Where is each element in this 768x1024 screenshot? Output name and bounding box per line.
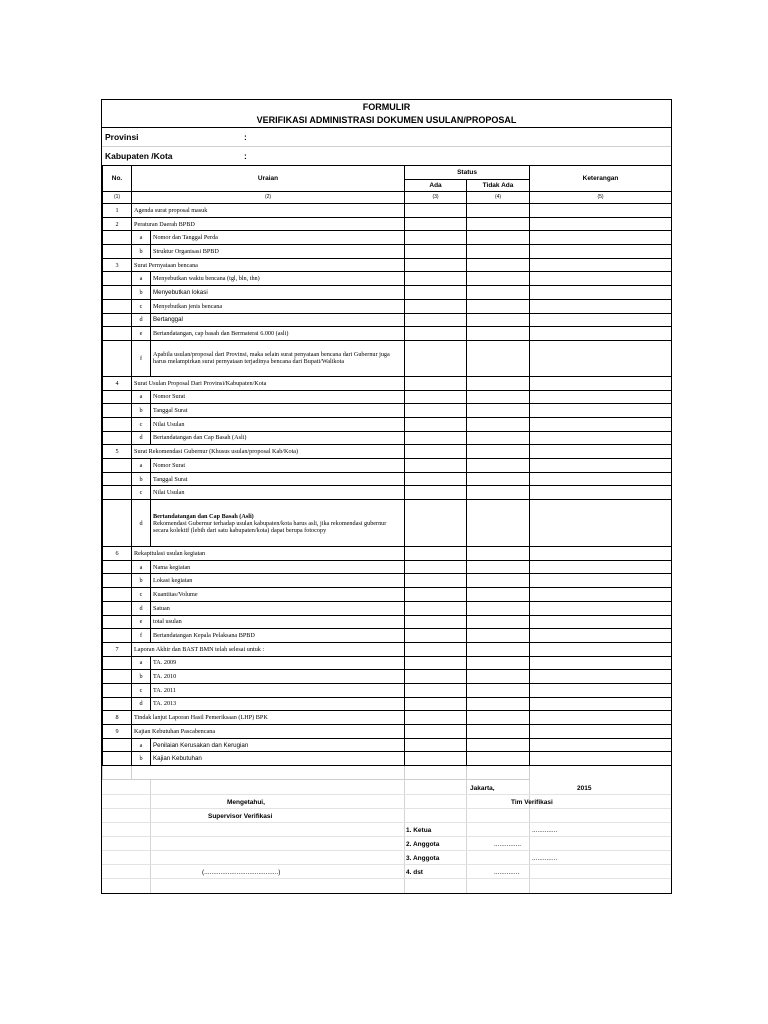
status-tidak-ada-cell[interactable] [467,738,530,752]
verification-form [101,99,672,894]
item-number [103,272,132,286]
item-number [103,629,132,643]
subitem-description: Bertanggal [151,313,405,327]
mengetahui-label: Mengetahui, [227,798,265,806]
item-number [103,670,132,684]
table-row [103,459,672,473]
status-ada-cell[interactable] [405,588,467,602]
status-ada-cell[interactable] [405,738,467,752]
table-row [103,390,672,404]
item-number [103,486,132,500]
dst-label: 4. dst [406,868,423,876]
status-tidak-ada-cell[interactable] [467,390,530,404]
subitem-bold-heading: Bertandatangan dan Cap Basah (Asli) [153,512,254,520]
signature-place: Jakarta, [470,784,495,792]
table-row [103,670,672,684]
status-tidak-ada-cell[interactable] [467,417,530,431]
status-ada-cell[interactable] [405,670,467,684]
subitem-description: Menyebutkan waktu bencana (tgl, bln, thn) [151,272,405,286]
item-number [103,472,132,486]
status-ada-cell[interactable] [405,431,467,445]
status-tidak-ada-cell[interactable] [467,245,530,259]
subitem-letter: b [132,286,151,300]
ketua-signature-blank: .............. [532,826,558,834]
status-ada-cell[interactable] [405,656,467,670]
keterangan-cell[interactable] [530,683,672,697]
status-tidak-ada-cell[interactable] [467,313,530,327]
status-ada-cell[interactable] [405,752,467,766]
status-tidak-ada-cell[interactable] [467,725,530,739]
item-description: Tindak lanjut Laporan Hasil Pemeriksaan (LHP) BPK [132,711,405,725]
keterangan-cell[interactable] [530,752,672,766]
header-tidak-ada: Tidak Ada [467,180,530,192]
blank-cell [103,766,132,780]
keterangan-cell[interactable] [530,601,672,615]
subitem-letter: d [132,431,151,445]
subitem-letter: c [132,417,151,431]
item-number [103,560,132,574]
anggota-2-label: 3. Anggota [406,854,440,862]
status-tidak-ada-cell[interactable] [467,431,530,445]
subitem-description: Apabila usulan/proposal dari Provinsi, maka selain surat penyataan bencana dari Gubernur juga harus melampirkan surat pernyataan terjadinya bencana dari Bupati/Walikota [151,340,405,376]
item-number [103,431,132,445]
header-ada: Ada [405,180,467,192]
subitem-description: Penilaian Kerusakan dan Kerugian [151,738,405,752]
subitem-letter: c [132,486,151,500]
header-no: No. [103,166,132,192]
item-number [103,697,132,711]
subitem-letter: b [132,670,151,684]
subitem-letter: a [132,459,151,473]
item-description: Peraturan Daerah BPBD [132,217,405,231]
col-number-5: (5) [530,192,672,204]
item-number [103,588,132,602]
keterangan-cell[interactable] [530,404,672,418]
keterangan-cell[interactable] [530,313,672,327]
item-number [103,313,132,327]
status-tidak-ada-cell[interactable] [467,299,530,313]
table-row [103,547,672,561]
status-ada-cell[interactable] [405,245,467,259]
status-tidak-ada-cell[interactable] [467,697,530,711]
subitem-letter: c [132,299,151,313]
status-tidak-ada-cell[interactable] [467,711,530,725]
status-ada-cell[interactable] [405,683,467,697]
subitem-letter: d [132,697,151,711]
status-ada-cell[interactable] [405,313,467,327]
status-tidak-ada-cell[interactable] [467,601,530,615]
form-title-block [102,100,671,128]
keterangan-cell[interactable] [530,272,672,286]
status-ada-cell[interactable] [405,404,467,418]
table-row [103,752,672,766]
subitem-description: Kajian Kebutuhan [151,752,405,766]
subitem-description: Tanggal Surat [151,404,405,418]
subitem-description: Nomor dan Tanggal Perda [151,231,405,245]
subitem-letter: d [132,601,151,615]
status-ada-cell[interactable] [405,725,467,739]
item-description: Rekapitulasi usulan kegiatan [132,547,405,561]
status-tidak-ada-cell[interactable] [467,286,530,300]
subitem-description: total usulan [151,615,405,629]
keterangan-cell[interactable] [530,327,672,341]
item-number [103,459,132,473]
item-number [103,231,132,245]
subitem-description: Nama kegiatan [151,560,405,574]
status-tidak-ada-cell[interactable] [467,217,530,231]
item-number: 3 [103,258,132,272]
col-number-2: (2) [132,192,405,204]
table-row [103,231,672,245]
subitem-letter: b [132,472,151,486]
status-ada-cell[interactable] [405,299,467,313]
kabupaten-row [102,147,671,165]
table-row [103,217,672,231]
status-tidak-ada-cell[interactable] [467,615,530,629]
keterangan-cell[interactable] [530,390,672,404]
status-tidak-ada-cell[interactable] [467,231,530,245]
status-ada-cell[interactable] [405,445,467,459]
subitem-letter: a [132,390,151,404]
item-number: 7 [103,642,132,656]
subitem-letter: f [132,629,151,643]
keterangan-cell[interactable] [530,588,672,602]
tim-verifikasi-label: Tim Verifikasi [511,798,553,806]
table-row [103,725,672,739]
col-number-4: (4) [467,192,530,204]
col-number-3: (3) [405,192,467,204]
keterangan-cell[interactable] [530,417,672,431]
table-row [103,327,672,341]
status-ada-cell[interactable] [405,711,467,725]
supervisor-name-blank: (.........................................) [202,868,281,876]
status-tidak-ada-cell[interactable] [467,642,530,656]
status-ada-cell[interactable] [405,629,467,643]
table-row [103,486,672,500]
table-row [103,472,672,486]
subitem-letter: d [132,313,151,327]
table-row [103,299,672,313]
item-number [103,656,132,670]
keterangan-cell[interactable] [530,642,672,656]
status-ada-cell[interactable] [405,376,467,390]
keterangan-cell[interactable] [530,231,672,245]
anggota-1-label: 2. Anggota [406,840,440,848]
table-row [103,417,672,431]
subitem-letter: e [132,615,151,629]
item-number [103,738,132,752]
table-row [103,313,672,327]
status-ada-cell[interactable] [405,272,467,286]
subitem-letter: f [132,340,151,376]
subitem-description: Bertandatangan, cap basah dan Bermaterai 6.000 (asli) [151,327,405,341]
keterangan-cell[interactable] [530,258,672,272]
blank-cell [467,766,530,780]
form-subtitle: VERIFIKASI ADMINISTRASI DOKUMEN USULAN/PROPOSAL [256,115,517,125]
table-row [103,697,672,711]
status-ada-cell[interactable] [405,547,467,561]
status-tidak-ada-cell[interactable] [467,459,530,473]
keterangan-cell[interactable] [530,629,672,643]
item-number [103,327,132,341]
item-number: 4 [103,376,132,390]
table-row [103,245,672,259]
subitem-letter: e [132,327,151,341]
subitem-letter: a [132,272,151,286]
subitem-letter: a [132,560,151,574]
keterangan-cell[interactable] [530,500,672,547]
status-ada-cell[interactable] [405,459,467,473]
table-row [103,404,672,418]
table-row [103,286,672,300]
item-description: Surat Rekomendasi Gubernur (Khusus usulan/proposal Kab/Kota) [132,445,405,459]
subitem-letter: b [132,245,151,259]
status-tidak-ada-cell[interactable] [467,204,530,218]
provinsi-row [102,128,671,147]
table-row [103,601,672,615]
item-description: Surat Pernyataan bencana [132,258,405,272]
blank-cell [405,766,467,780]
table-row [103,656,672,670]
keterangan-cell[interactable] [530,459,672,473]
keterangan-cell[interactable] [530,376,672,390]
item-number: 2 [103,217,132,231]
subitem-letter: b [132,752,151,766]
status-ada-cell[interactable] [405,286,467,300]
item-number: 8 [103,711,132,725]
table-row [103,272,672,286]
status-tidak-ada-cell[interactable] [467,272,530,286]
table-row [103,340,672,376]
keterangan-cell[interactable] [530,547,672,561]
status-tidak-ada-cell[interactable] [467,472,530,486]
anggota-1-signature-blank: ............... [494,840,522,848]
item-number [103,390,132,404]
table-row [103,629,672,643]
item-number [103,683,132,697]
table-number-row [103,192,672,204]
status-ada-cell[interactable] [405,574,467,588]
status-tidak-ada-cell[interactable] [467,445,530,459]
status-ada-cell[interactable] [405,417,467,431]
status-ada-cell[interactable] [405,340,467,376]
keterangan-cell[interactable] [530,204,672,218]
subitem-description: Menyebutkan jenis bencana [151,299,405,313]
subitem-description: Nomor Surat [151,390,405,404]
item-number [103,340,132,376]
provinsi-label: Provinsi [105,132,139,142]
status-ada-cell[interactable] [405,560,467,574]
header-status: Status [405,166,530,180]
table-row [103,445,672,459]
subitem-letter: b [132,574,151,588]
subitem-note: Rekomendasi Gubernur terhadap usulan kabupaten/kota harus asli, jika rekomendasi gubernur secara kolektif (lebih dari satu kabupaten/kota) dapat berupa fotocopy [153,519,387,534]
subitem-letter: a [132,231,151,245]
status-ada-cell[interactable] [405,217,467,231]
status-ada-cell[interactable] [405,601,467,615]
subitem-description: Menyebutkan lokasi [151,286,405,300]
keterangan-cell[interactable] [530,245,672,259]
status-tidak-ada-cell[interactable] [467,629,530,643]
status-ada-cell[interactable] [405,258,467,272]
subitem-description: Nilai Usulan [151,486,405,500]
keterangan-cell[interactable] [530,670,672,684]
subitem-description: Bertandatangan dan Cap Basah (Asli) [151,431,405,445]
table-row [103,431,672,445]
item-description: Agenda surat proposal masuk [132,204,405,218]
keterangan-cell[interactable] [530,738,672,752]
keterangan-cell[interactable] [530,286,672,300]
status-tidak-ada-cell[interactable] [467,683,530,697]
subitem-description: Kuantitas/Volume [151,588,405,602]
table-row [103,642,672,656]
status-ada-cell[interactable] [405,642,467,656]
item-number [103,286,132,300]
item-number [103,245,132,259]
status-ada-cell[interactable] [405,697,467,711]
status-ada-cell[interactable] [405,327,467,341]
item-description: Surat Usulan Proposal Dari Provinsi/Kabupaten/Kota [132,376,405,390]
item-number: 9 [103,725,132,739]
table-row [103,574,672,588]
status-ada-cell[interactable] [405,472,467,486]
item-number: 5 [103,445,132,459]
table-row [103,204,672,218]
form-title: FORMULIR [362,102,411,112]
kabupaten-label: Kabupaten /Kota [105,151,173,161]
subitem-letter: c [132,588,151,602]
keterangan-cell[interactable] [530,445,672,459]
subitem-letter: a [132,738,151,752]
table-row [103,376,672,390]
keterangan-cell[interactable] [530,472,672,486]
subitem-letter: d [132,500,151,547]
status-tidak-ada-cell[interactable] [467,547,530,561]
status-tidak-ada-cell[interactable] [467,670,530,684]
keterangan-cell[interactable] [530,560,672,574]
subitem-letter: c [132,683,151,697]
subitem-letter: b [132,404,151,418]
status-ada-cell[interactable] [405,390,467,404]
subitem-description: Nomor Surat [151,459,405,473]
header-keterangan: Keterangan [530,166,672,192]
status-tidak-ada-cell[interactable] [467,656,530,670]
subitem-description: Lokasi kegiatan [151,574,405,588]
status-ada-cell[interactable] [405,486,467,500]
table-row [103,711,672,725]
kabupaten-colon: : [244,151,247,161]
item-number [103,404,132,418]
item-number [103,417,132,431]
subitem-description: TA. 2011 [151,683,405,697]
status-tidak-ada-cell[interactable] [467,327,530,341]
ketua-label: 1. Ketua [406,826,432,834]
signature-section [102,780,671,893]
table-row [103,683,672,697]
subitem-description: Struktur Organisasi BPBD [151,245,405,259]
table-row-blank [103,766,672,780]
status-tidak-ada-cell[interactable] [467,574,530,588]
blank-cell [132,766,405,780]
item-description: Laporan Akhir dan BAST BMN telah selesai untuk : [132,642,405,656]
item-number [103,574,132,588]
dst-signature-blank: .............. [494,868,520,876]
keterangan-cell[interactable] [530,299,672,313]
item-number [103,601,132,615]
subitem-description: Tanggal Surat [151,472,405,486]
keterangan-cell[interactable] [530,217,672,231]
keterangan-cell[interactable] [530,656,672,670]
status-ada-cell[interactable] [405,231,467,245]
subitem-description: Nilai Usulan [151,417,405,431]
table-row [103,588,672,602]
keterangan-cell[interactable] [530,711,672,725]
col-number-1: (1) [103,192,132,204]
header-uraian: Uraian [132,166,405,192]
keterangan-cell[interactable] [530,486,672,500]
item-number [103,615,132,629]
signature-year: 2015 [577,784,592,792]
status-tidak-ada-cell[interactable] [467,404,530,418]
table-row [103,615,672,629]
item-number [103,752,132,766]
status-tidak-ada-cell[interactable] [467,340,530,376]
table-row [103,560,672,574]
status-ada-cell[interactable] [405,204,467,218]
item-number: 1 [103,204,132,218]
table-row [103,500,672,547]
verification-table [102,165,672,780]
anggota-2-signature-blank: .............. [532,854,558,862]
keterangan-cell[interactable] [530,431,672,445]
status-tidak-ada-cell[interactable] [467,752,530,766]
subitem-description: TA. 2009 [151,656,405,670]
keterangan-cell[interactable] [530,574,672,588]
status-tidak-ada-cell[interactable] [467,560,530,574]
subitem-description: Bertandatangan Kepala Pelaksana BPBD [151,629,405,643]
status-tidak-ada-cell[interactable] [467,376,530,390]
table-header-row [103,166,672,180]
status-tidak-ada-cell[interactable] [467,258,530,272]
subitem-description: TA. 2013 [151,697,405,711]
item-number: 6 [103,547,132,561]
subitem-description: Satuan [151,601,405,615]
status-ada-cell[interactable] [405,615,467,629]
item-number [103,299,132,313]
status-tidak-ada-cell[interactable] [467,588,530,602]
item-description: Kajian Kebutuhan Pascabencana [132,725,405,739]
subitem-description [151,500,405,547]
status-tidak-ada-cell[interactable] [467,500,530,547]
table-row [103,258,672,272]
keterangan-cell[interactable] [530,697,672,711]
keterangan-cell[interactable] [530,615,672,629]
keterangan-cell[interactable] [530,340,672,376]
provinsi-colon: : [244,132,247,142]
status-ada-cell[interactable] [405,500,467,547]
keterangan-cell[interactable] [530,725,672,739]
supervisor-label: Supervisor Verifikasi [208,812,273,820]
table-row [103,738,672,752]
item-number [103,500,132,547]
subitem-description: TA. 2010 [151,670,405,684]
status-tidak-ada-cell[interactable] [467,486,530,500]
subitem-letter: a [132,656,151,670]
